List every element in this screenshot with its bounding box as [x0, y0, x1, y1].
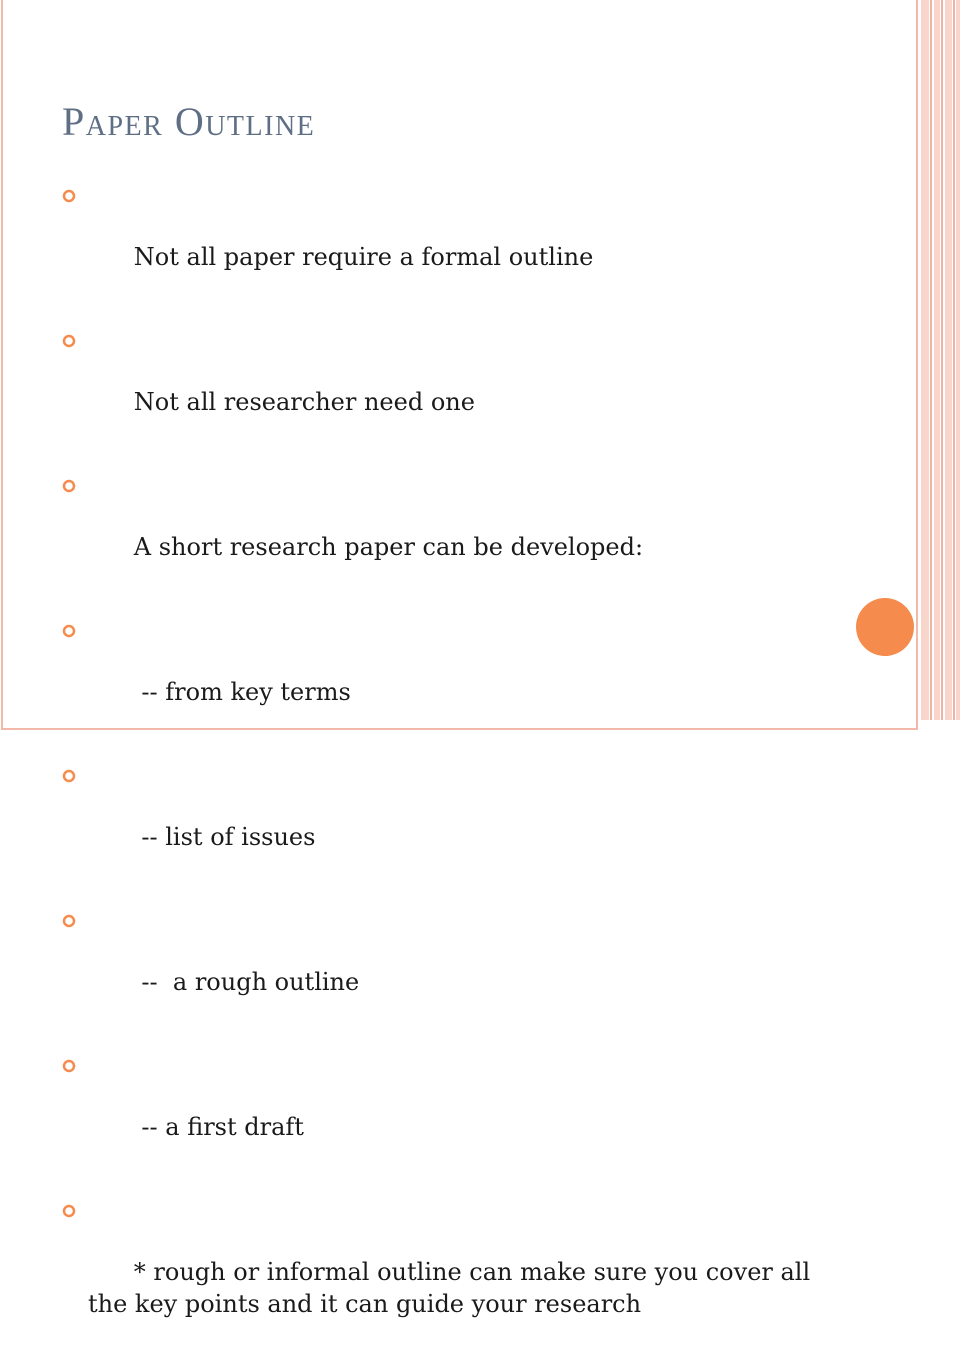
hollow-circle-bullet-icon [62, 189, 76, 203]
bullet-item [62, 1047, 842, 1175]
hollow-circle-bullet-icon [62, 769, 76, 783]
bullet-text: * rough or informal outline can make sure you cover all the key points and it can guide your research [88, 1258, 818, 1318]
bullet-text: -- a first draft [133, 1113, 304, 1141]
bullet-text: -- list of issues [133, 823, 316, 851]
bullet-item [62, 757, 842, 885]
decorative-stripe [921, 0, 929, 720]
bullet-text: -- from key terms [133, 678, 351, 706]
hollow-circle-bullet-icon [62, 479, 76, 493]
hollow-circle-bullet-icon [62, 914, 76, 928]
decorative-stripe [930, 0, 932, 720]
decorative-stripe [934, 0, 940, 720]
orange-circle-accent [856, 598, 914, 656]
bullet-text: Not all researcher need one [133, 388, 475, 416]
decorative-stripe [956, 0, 960, 720]
bullet-item [62, 902, 842, 1030]
bullet-text: -- a rough outline [133, 968, 360, 996]
slide-title: Paper Outline [62, 99, 316, 144]
bullet-item [62, 1192, 842, 1352]
hollow-circle-bullet-icon [62, 334, 76, 348]
bullet-item [62, 467, 842, 595]
bullet-item [62, 612, 842, 740]
bullet-text: Not all paper require a formal outline [133, 243, 594, 271]
hollow-circle-bullet-icon [62, 1059, 76, 1073]
bullet-text: A short research paper can be developed: [133, 533, 644, 561]
hollow-circle-bullet-icon [62, 624, 76, 638]
decorative-stripe [941, 0, 943, 720]
bullet-list [62, 177, 842, 1369]
hollow-circle-bullet-icon [62, 1204, 76, 1218]
decorative-stripe [953, 0, 955, 720]
bullet-item [62, 322, 842, 450]
bullet-item [62, 177, 842, 305]
decorative-stripe [945, 0, 952, 720]
